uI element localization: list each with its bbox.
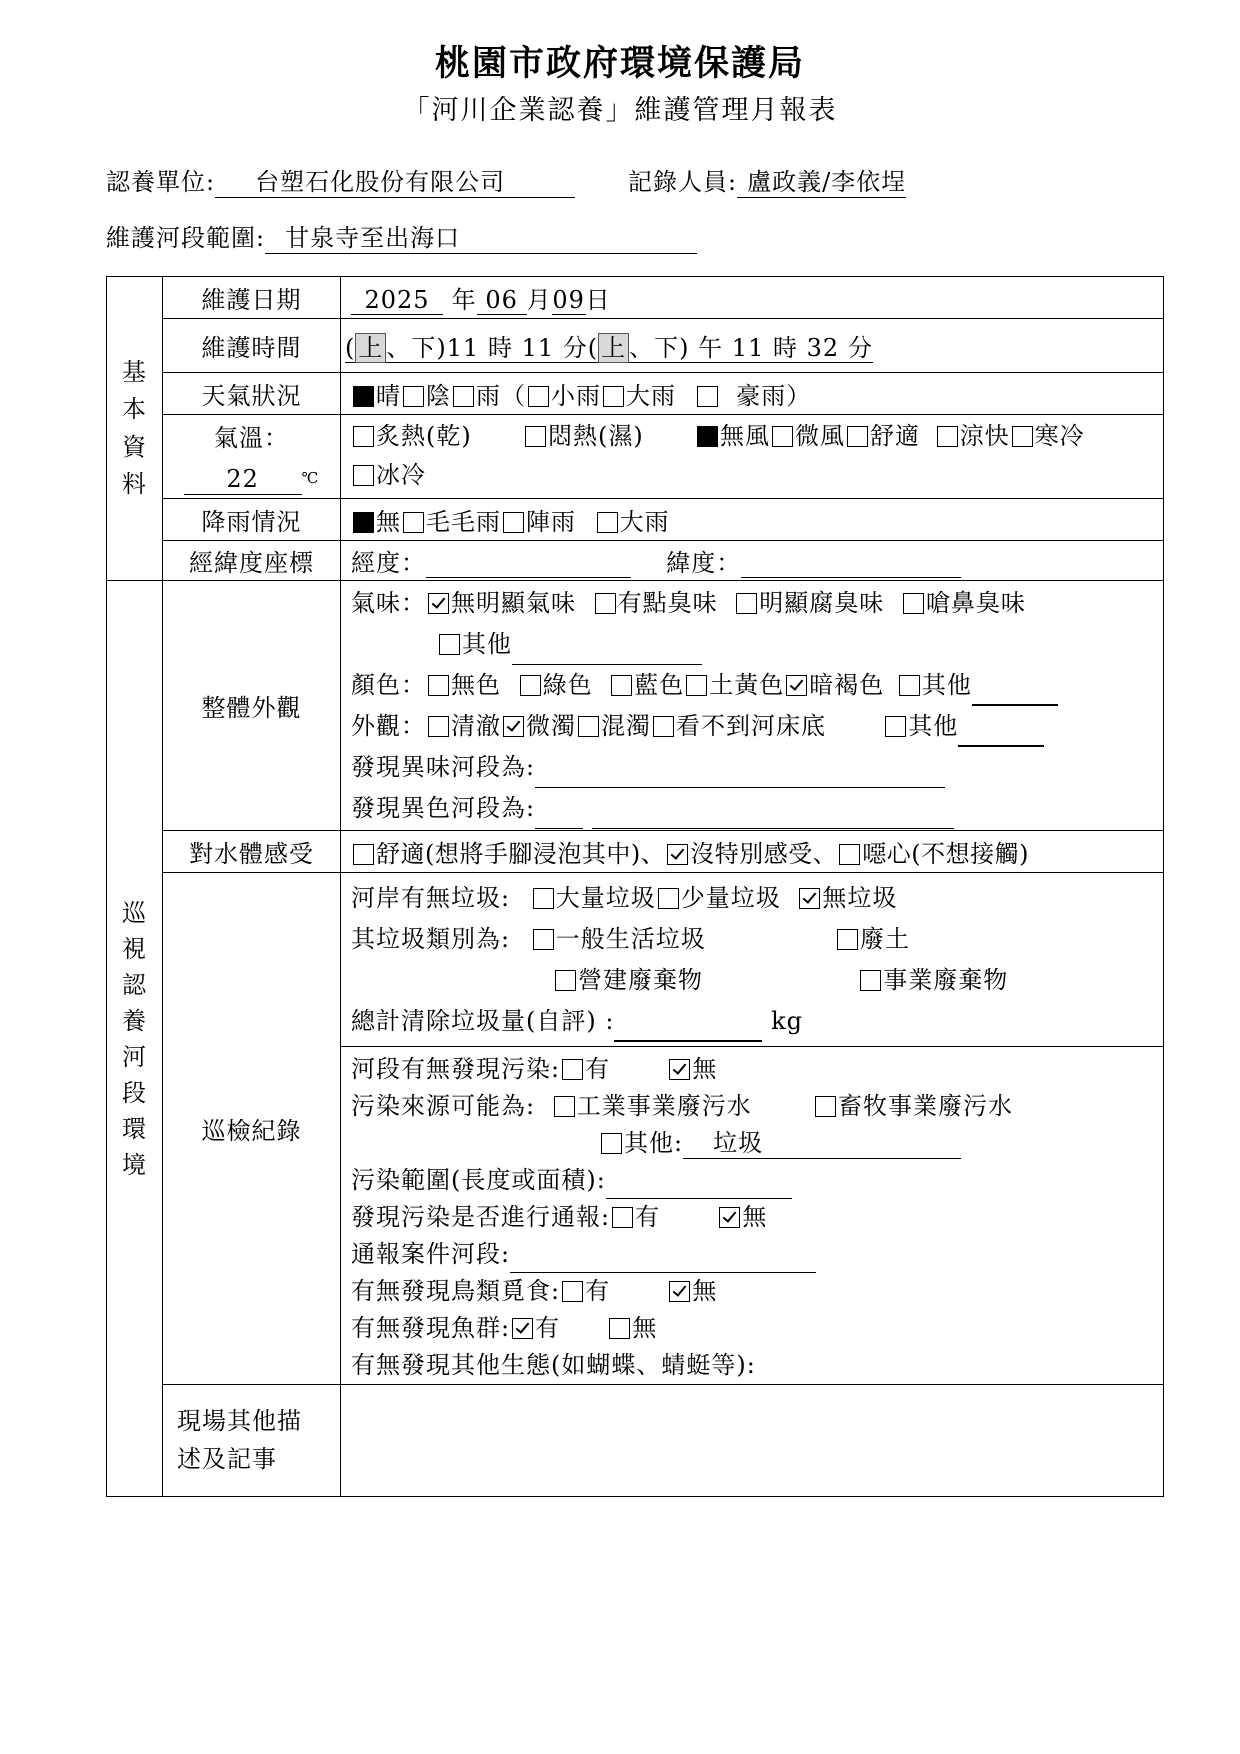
look-other-input[interactable] <box>958 719 1044 747</box>
date-label: 維護日期 <box>163 277 341 319</box>
unit-row <box>106 162 575 198</box>
fish-yes-checkbox[interactable] <box>512 1318 533 1339</box>
eco-label: 有無發現其他生態(如蝴蝶、蜻蜓等): <box>351 1351 756 1379</box>
weather-rain-checkbox[interactable] <box>453 386 474 407</box>
coord-field: 經度： 緯度： <box>341 541 1164 581</box>
source-other-input[interactable]: 垃圾 <box>683 1130 961 1159</box>
color-section-input[interactable] <box>592 802 954 829</box>
color-other-input[interactable] <box>972 678 1058 706</box>
rain-label: 降雨情況 <box>163 499 341 541</box>
recorder-label: 記錄人員: <box>628 168 738 196</box>
feel-hot-humid-checkbox[interactable] <box>525 426 546 447</box>
trash-total-input[interactable] <box>614 1014 762 1042</box>
color-colorless-checkbox[interactable] <box>428 675 449 696</box>
unit-label: 認養單位: <box>106 168 216 196</box>
type-business-checkbox[interactable] <box>860 970 881 991</box>
pollution-field: 河段有無發現污染: 有 無 污染來源可能為: 工業事業廢污水 畜牧事業廢污水 其他: 垃圾 污染範圍(長度或面積): 發現污染是否進行通報: 有 無 通報案件河段: 有無發現鳥類覓食: 有 無 有無發現魚群: 有 無 有無發現其他生態(如蝴蝶、蜻蜓等): <box>341 1047 1164 1385</box>
case-section-input[interactable] <box>510 1246 816 1273</box>
birds-no-checkbox[interactable] <box>669 1281 690 1302</box>
trash-none-checkbox[interactable] <box>799 888 820 909</box>
feel-hot-dry-checkbox[interactable] <box>353 426 374 447</box>
coord-label: 經緯度座標 <box>163 541 341 581</box>
feel-breeze-checkbox[interactable] <box>772 426 793 447</box>
rain-none-checkbox[interactable] <box>353 512 374 533</box>
feel-no-wind-checkbox[interactable] <box>697 426 718 447</box>
page-subtitle: 「河川企業認養」維護管理月報表 <box>402 95 838 126</box>
type-construction-checkbox[interactable] <box>555 970 576 991</box>
appearance-label: 整體外觀 <box>163 581 341 831</box>
type-soil-checkbox[interactable] <box>837 929 858 950</box>
rain-heavy-checkbox[interactable] <box>597 512 618 533</box>
type-life-checkbox[interactable] <box>533 929 554 950</box>
report-form-table <box>106 276 1164 1497</box>
look-slight-checkbox[interactable] <box>503 716 524 737</box>
weather-light-rain-checkbox[interactable] <box>528 386 549 407</box>
temp-value[interactable]: 22 <box>184 464 302 495</box>
color-yellow-checkbox[interactable] <box>686 675 707 696</box>
section-patrol: 巡視認養河段環境 <box>107 581 163 1497</box>
fish-no-checkbox[interactable] <box>609 1318 630 1339</box>
source-livestock-checkbox[interactable] <box>815 1096 836 1117</box>
odor-none-checkbox[interactable] <box>428 593 449 614</box>
day-value[interactable]: 09 <box>552 286 585 314</box>
month-value[interactable]: 06 <box>477 286 527 315</box>
feeling-comfort-checkbox[interactable] <box>353 844 374 865</box>
weather-label: 天氣狀況 <box>163 373 341 415</box>
look-nobed-checkbox[interactable] <box>653 716 674 737</box>
appearance-field: 氣味： 無明顯氣味 有點臭味 明顯腐臭味 嗆鼻臭味 其他 顏色： 無色 綠色 藍色 土黃色 暗褐色 其他 外觀： 清澈 微濁 混濁 看不到河床底 其他 發現異味河段為: 發現異色河段為: <box>341 581 1164 831</box>
feel-field: 炙熱(乾) 悶熱(濕) 無風 微風 舒適 涼快 寒冷 冰冷 <box>341 415 1164 499</box>
patrol-label: 巡檢紀錄 <box>163 873 341 1385</box>
look-clear-checkbox[interactable] <box>428 716 449 737</box>
temp-label: 氣溫： <box>214 424 289 452</box>
birds-yes-checkbox[interactable] <box>562 1281 583 1302</box>
feel-cold-checkbox[interactable] <box>1012 426 1033 447</box>
color-brown-checkbox[interactable] <box>786 675 807 696</box>
color-blue-checkbox[interactable] <box>611 675 632 696</box>
weather-sunny-checkbox[interactable] <box>353 386 374 407</box>
range-value[interactable]: 甘泉寺至出海口 <box>265 225 697 254</box>
trash-little-checkbox[interactable] <box>658 888 679 909</box>
color-other-checkbox[interactable] <box>899 675 920 696</box>
scope-input[interactable] <box>606 1172 792 1199</box>
time-field: ( 上 、下)11 時 11 分( 上 、下) 午 11 時 32 分 <box>341 319 1164 373</box>
notes-label: 現場其他描述及記事 <box>163 1385 341 1497</box>
weather-field: 晴 陰 雨（ 小雨 大雨 豪雨） <box>341 373 1164 415</box>
longitude-input[interactable] <box>426 551 631 578</box>
weather-storm-checkbox[interactable] <box>697 386 718 407</box>
unit-value[interactable]: 台塑石化股份有限公司 <box>215 169 575 198</box>
odor-other-checkbox[interactable] <box>439 634 460 655</box>
rain-field: 無 毛毛雨 陣雨 大雨 <box>341 499 1164 541</box>
feeling-field: 舒適(想將手腳浸泡其中)、 沒特別感受、 噁心(不想接觸) <box>341 831 1164 873</box>
trash-much-checkbox[interactable] <box>533 888 554 909</box>
recorder-row <box>628 162 906 198</box>
odor-slight-checkbox[interactable] <box>595 593 616 614</box>
feeling-none-checkbox[interactable] <box>667 844 688 865</box>
date-field: 2025 年 06 月09日 <box>341 277 1164 319</box>
temp-cell: 氣溫： 22 ℃ <box>163 415 341 499</box>
feel-cool-checkbox[interactable] <box>937 426 958 447</box>
odor-section-input[interactable] <box>535 761 945 788</box>
odor-rotten-checkbox[interactable] <box>736 593 757 614</box>
look-other-checkbox[interactable] <box>885 716 906 737</box>
look-turbid-checkbox[interactable] <box>578 716 599 737</box>
color-green-checkbox[interactable] <box>520 675 541 696</box>
weather-cloudy-checkbox[interactable] <box>403 386 424 407</box>
end-am-selected[interactable]: 上 <box>598 333 629 364</box>
source-industry-checkbox[interactable] <box>554 1096 575 1117</box>
source-other-checkbox[interactable] <box>601 1133 622 1154</box>
range-row <box>106 218 697 254</box>
odor-other-input[interactable] <box>512 638 702 665</box>
report-no-checkbox[interactable] <box>719 1207 740 1228</box>
trash-field: 河岸有無垃圾: 大量垃圾 少量垃圾 無垃圾 其垃圾類別為: 一般生活垃圾 廢土 營建廢棄物 事業廢棄物 總計清除垃圾量(自評) : kg <box>341 873 1164 1047</box>
notes-field[interactable] <box>341 1385 1164 1497</box>
feeling-disgust-checkbox[interactable] <box>839 844 860 865</box>
year-value[interactable]: 2025 <box>351 286 443 315</box>
feel-comfort-checkbox[interactable] <box>847 426 868 447</box>
latitude-input[interactable] <box>741 551 961 578</box>
report-yes-checkbox[interactable] <box>612 1207 633 1228</box>
section-basic: 基本資料 <box>107 277 163 581</box>
rain-shower-checkbox[interactable] <box>503 512 524 533</box>
range-label: 維護河段範圍: <box>106 224 266 252</box>
color-section-input-a[interactable] <box>535 802 583 829</box>
feeling-label: 對水體感受 <box>163 831 341 873</box>
weather-heavy-rain-checkbox[interactable] <box>603 386 624 407</box>
recorder-value[interactable]: 盧政義/李依埕 <box>737 169 906 198</box>
feel-icy-checkbox[interactable] <box>353 465 374 486</box>
time-label: 維護時間 <box>163 319 341 373</box>
pollution-yes-checkbox[interactable] <box>562 1059 583 1080</box>
rain-drizzle-checkbox[interactable] <box>403 512 424 533</box>
pollution-no-checkbox[interactable] <box>669 1059 690 1080</box>
start-am-selected[interactable]: 上 <box>355 333 386 364</box>
odor-pungent-checkbox[interactable] <box>903 593 924 614</box>
page-title: 桃園市政府環境保護局 <box>434 43 805 84</box>
